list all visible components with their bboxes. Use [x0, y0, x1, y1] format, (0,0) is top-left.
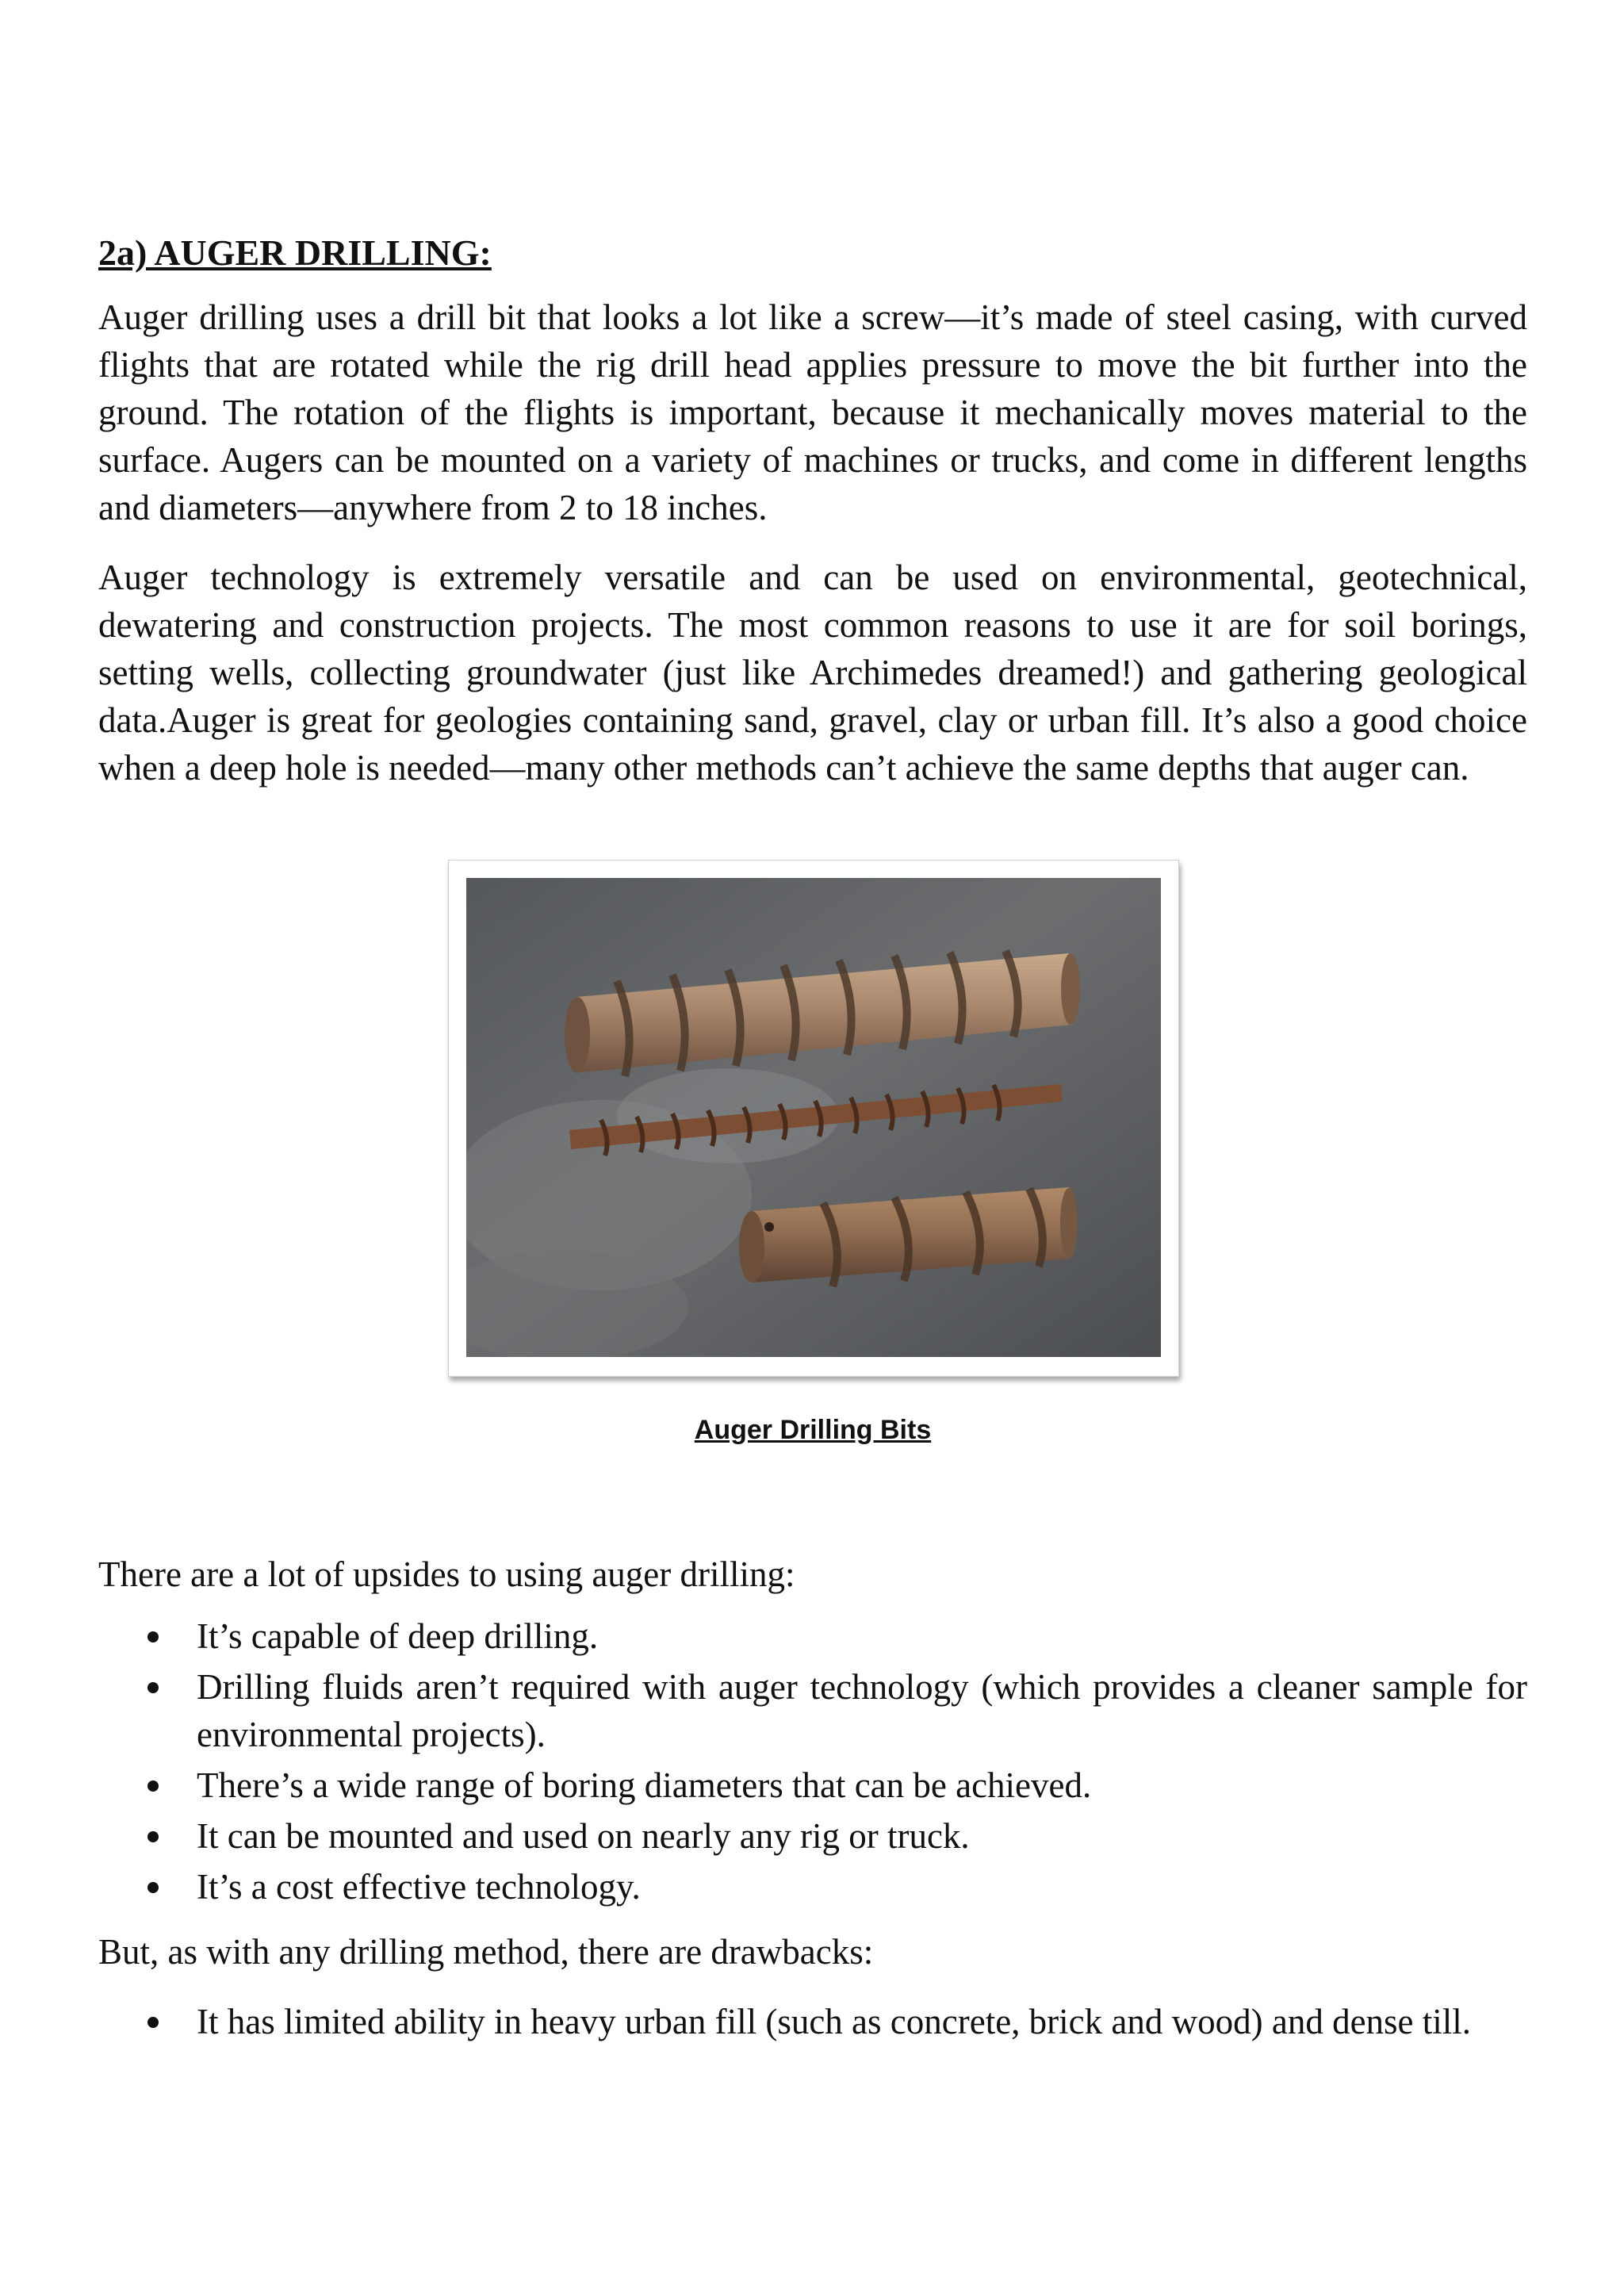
paragraph-auger-uses: Auger technology is extremely versatile and can be used on environmental, geotechnical, dewatering and construction projects. The most common reasons to use it are for soil borings, setting wells, collecting groundwater (just like Archimedes dreamed!) and gathering geological data.Auger is great for geologies containing sand, gravel, clay or urban fill. It’s also a good choice when a deep hole is needed—many other methods can’t achieve the same depths that auger can.	[98, 557, 1527, 788]
list-item: There’s a wide range of boring diameters that can be achieved.	[98, 1761, 1527, 1809]
bullet-icon	[147, 1882, 159, 1893]
figure-caption: Auger Drilling Bits	[694, 1414, 932, 1445]
list-item: It’s capable of deep drilling.	[98, 1612, 1527, 1660]
bullet-icon	[147, 1682, 159, 1693]
document-page	[98, 230, 1527, 2063]
list-item: Drilling fluids aren’t required with auger technology (which provides a cleaner sample for environmental projects).	[98, 1663, 1527, 1758]
list-item: It can be mounted and used on nearly any rig or truck.	[98, 1812, 1527, 1860]
figure	[448, 860, 1178, 1446]
upsides-list	[98, 1612, 1527, 1911]
bullet-icon	[147, 1631, 159, 1642]
drawbacks-list	[98, 1998, 1527, 2045]
bullet-icon	[147, 1831, 159, 1842]
upsides-intro: There are a lot of upsides to using auger drilling:	[98, 1554, 795, 1594]
list-item: It’s a cost effective technology.	[98, 1863, 1527, 1911]
bullet-icon	[147, 2017, 159, 2028]
list-item: It has limited ability in heavy urban fill (such as concrete, brick and wood) and dense till.	[98, 1998, 1527, 2045]
auger-photo	[448, 860, 1179, 1377]
section-heading: 2a) AUGER DRILLING:	[98, 232, 492, 273]
drawbacks-intro: But, as with any drilling method, there are drawbacks:	[98, 1931, 874, 1972]
paragraph-auger-description: Auger drilling uses a drill bit that looks a lot like a screw—it’s made of steel casing, with curved flights that are rotated while the rig drill head applies pressure to move the bit further into the ground. The rotation of the flights is important, because it mechanically moves material to the surface. Augers can be mounted on a variety of machines or trucks, and come in different lengths and diameters—anywhere from 2 to 18 inches.	[98, 297, 1527, 527]
auger-bits-illustration	[466, 878, 1161, 1357]
bullet-icon	[147, 1780, 159, 1792]
